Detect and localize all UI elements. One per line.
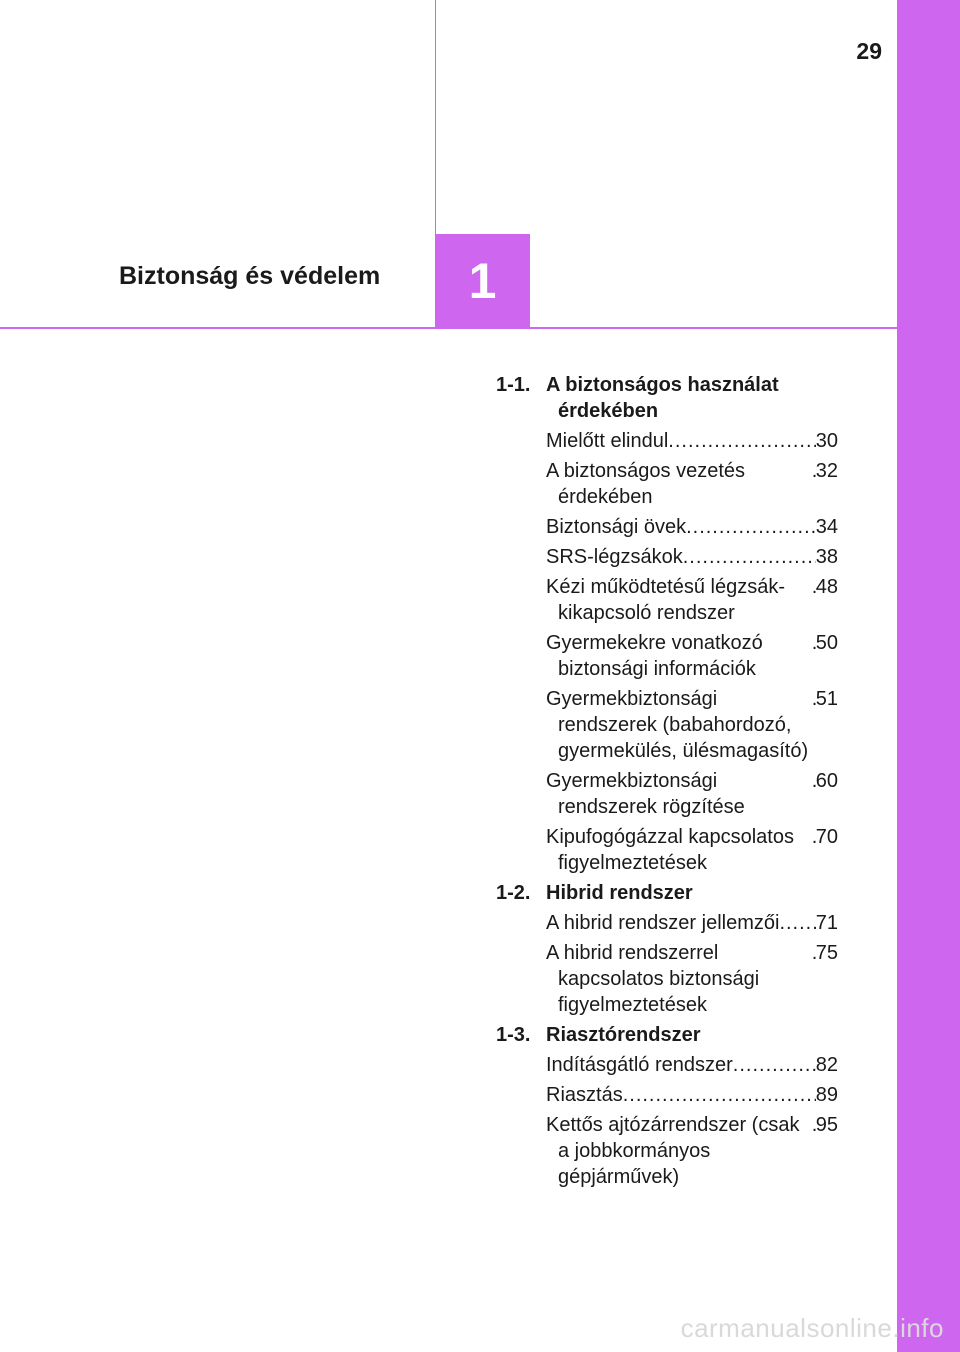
chapter-number-badge: 1 (435, 234, 530, 328)
toc-entry[interactable] (546, 428, 838, 454)
toc-entry-page: 50 (815, 632, 838, 654)
toc-section-number: 1-1. (496, 374, 531, 396)
toc-entry[interactable] (546, 458, 838, 510)
toc-entry-page: 51 (815, 688, 838, 710)
toc-dot-leader (779, 910, 815, 936)
toc-entry-page: 95 (815, 1114, 838, 1136)
toc-entry[interactable] (546, 574, 838, 626)
toc-section (496, 880, 838, 1018)
page-number: 29 (856, 38, 882, 64)
toc-entry-page: 34 (815, 516, 838, 538)
toc-entry-title: Mielőtt elindul (546, 430, 669, 452)
toc-entry-page: 75 (815, 942, 838, 964)
toc-entry-title: Biztonsági övek (546, 516, 687, 538)
toc-entry-title: Kézi működtetésű légzsák-kikapcsoló rendszer (546, 576, 786, 624)
toc-entry-page: 32 (815, 460, 838, 482)
site-watermark: carmanualsonline.info (680, 1313, 944, 1343)
toc-entry-title: Kettős ajtózárrendszer (csak a jobbkormányos gépjárművek) (546, 1114, 800, 1188)
toc-dot-leader (733, 1052, 816, 1078)
toc-entry[interactable] (546, 768, 838, 820)
toc-dot-leader (623, 1082, 816, 1108)
toc-section-heading[interactable] (496, 880, 838, 906)
toc-section-number: 1-3. (496, 1024, 531, 1046)
toc-entry[interactable] (546, 630, 838, 682)
toc-entry-page: 89 (815, 1084, 838, 1106)
toc-entry-title: Gyermekbiztonsági rendszerek rögzítése (546, 770, 745, 818)
toc-dot-leader (668, 428, 815, 454)
toc-entry-page: 38 (815, 546, 838, 568)
toc-dot-leader (683, 544, 816, 570)
toc-dot-leader (686, 514, 816, 540)
table-of-contents (496, 372, 838, 1194)
toc-entry[interactable] (546, 940, 838, 1018)
toc-entry-title: Gyermekekre vonatkozó biztonsági információk (546, 632, 763, 680)
toc-section-heading[interactable] (496, 372, 838, 424)
toc-entry-title: Gyermekbiztonsági rendszerek (babahordozó, gyermekülés, ülésmagasító) (546, 688, 809, 762)
chapter-title: Biztonság és védelem (119, 262, 381, 290)
toc-entry-title: Kipufogógázzal kapcsolatos figyelmeztetések (546, 826, 794, 874)
toc-entry[interactable] (546, 686, 838, 764)
toc-section-title: Hibrid rendszer (546, 882, 693, 904)
toc-section-title: Riasztórendszer (546, 1024, 701, 1046)
toc-entry-page: 48 (815, 576, 838, 598)
toc-entry-page: 60 (815, 770, 838, 792)
toc-entry-page: 30 (815, 430, 838, 452)
toc-entry-page: 82 (815, 1054, 838, 1076)
toc-entry-title: A hibrid rendszerrel kapcsolatos biztonsági figyelmeztetések (546, 942, 760, 1016)
toc-entry-page: 70 (815, 826, 838, 848)
toc-section-title: A biztonságos használat érdekében (546, 374, 779, 422)
chapter-side-tab (897, 0, 960, 1352)
toc-entry[interactable] (546, 1112, 838, 1190)
toc-section-heading[interactable] (496, 1022, 838, 1048)
toc-entry-title: Indításgátló rendszer (546, 1054, 733, 1076)
toc-entry-title: Riasztás (546, 1084, 623, 1106)
header-vertical-rule (435, 0, 436, 234)
toc-entry-title: SRS-légzsákok (546, 546, 683, 568)
toc-entry-page: 71 (815, 912, 838, 934)
toc-entry[interactable] (546, 544, 838, 570)
toc-section (496, 372, 838, 876)
toc-section (496, 1022, 838, 1190)
toc-entry[interactable] (546, 514, 838, 540)
toc-entry[interactable] (546, 1082, 838, 1108)
toc-entry[interactable] (546, 1052, 838, 1078)
toc-entry[interactable] (546, 824, 838, 876)
toc-entry[interactable] (546, 910, 838, 936)
toc-section-number: 1-2. (496, 882, 531, 904)
toc-entry-title: A hibrid rendszer jellemzői (546, 912, 780, 934)
toc-entry-title: A biztonságos vezetés érdekében (546, 460, 746, 508)
